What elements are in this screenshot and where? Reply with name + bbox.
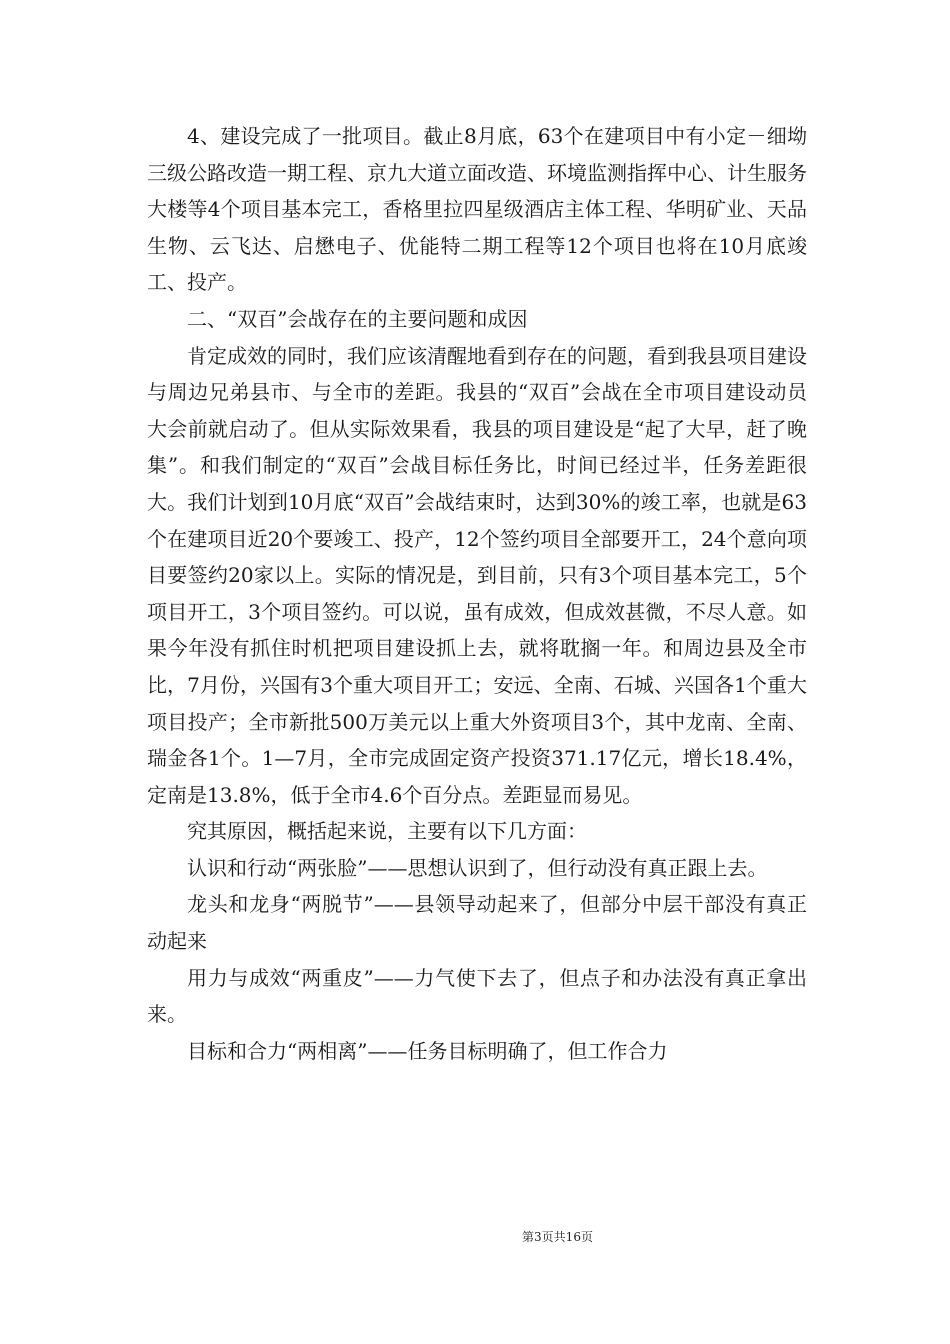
paragraph-completed-projects: 4、建设完成了一批项目。截止8月底，63个在建项目中有小定－细坳三级公路改造一期工程、京九大道立面改造、环境监测指挥中心、计生服务大楼等4个项目基本完工，香格里拉四星级酒店主体工程、华明矿业、天品生物、云飞达、启懋电子、优能特二期工程等12个项目也将在10月底竣工、投产。 <box>147 124 807 295</box>
paragraph-causes-intro: 究其原因，概括起来说，主要有以下几方面： <box>187 819 587 844</box>
paragraph-cause-1: 认识和行动“两张脸”——思想认识到了，但行动没有真正跟上去。 <box>187 855 768 880</box>
document-body <box>147 118 807 1069</box>
paragraph-cause-4: 目标和合力“两相离”——任务目标明确了，但工作合力 <box>187 1038 668 1063</box>
page-footer <box>0 1228 950 1245</box>
page-number: 第3页共16页 <box>522 1230 593 1244</box>
paragraph-cause-2: 龙头和龙身“两脱节”——县领导动起来了，但部分中层干部没有真正动起来 <box>147 892 807 954</box>
paragraph-problems-detail: 肯定成效的同时，我们应该清醒地看到存在的问题，看到我县项目建设与周边兄弟县市、与全市的差距。我县的“双百”会战在全市项目建设动员大会前就启动了。但从实际效果看，我县的项目建设是“起了大早，赶了晚集”。和我们制定的“双百”会战目标任务比，时间已经过半，任务差距很大。我们计划到10月底“双百”会战结束时，达到30%的竣工率，也就是63个在建项目近20个要竣工、投产，12个签约项目全部要开工，24个意向项目要签约20家以上。实际的情况是，到目前，只有3个项目基本完工，5个项目开工，3个项目签约。可以说，虽有成效，但成效甚微，不尽人意。如果今年没有抓住时机把项目建设抓上去，就将耽搁一年。和周边县及全市比，7月份，兴国有3个重大项目开工；安远、全南、石城、兴国各1个重大项目投产；全市新批500万美元以上重大外资项目3个，其中龙南、全南、瑞金各1个。1—7月，全市完成固定资产投资371.17亿元，增长18.4%，定南是13.8%，低于全市4.6个百分点。差距显而易见。 <box>147 343 807 807</box>
section-heading-problems: 二、“双百”会战存在的主要问题和成因 <box>187 306 528 331</box>
paragraph-cause-3: 用力与成效“两重皮”——力气使下去了，但点子和办法没有真正拿出来。 <box>147 965 807 1027</box>
